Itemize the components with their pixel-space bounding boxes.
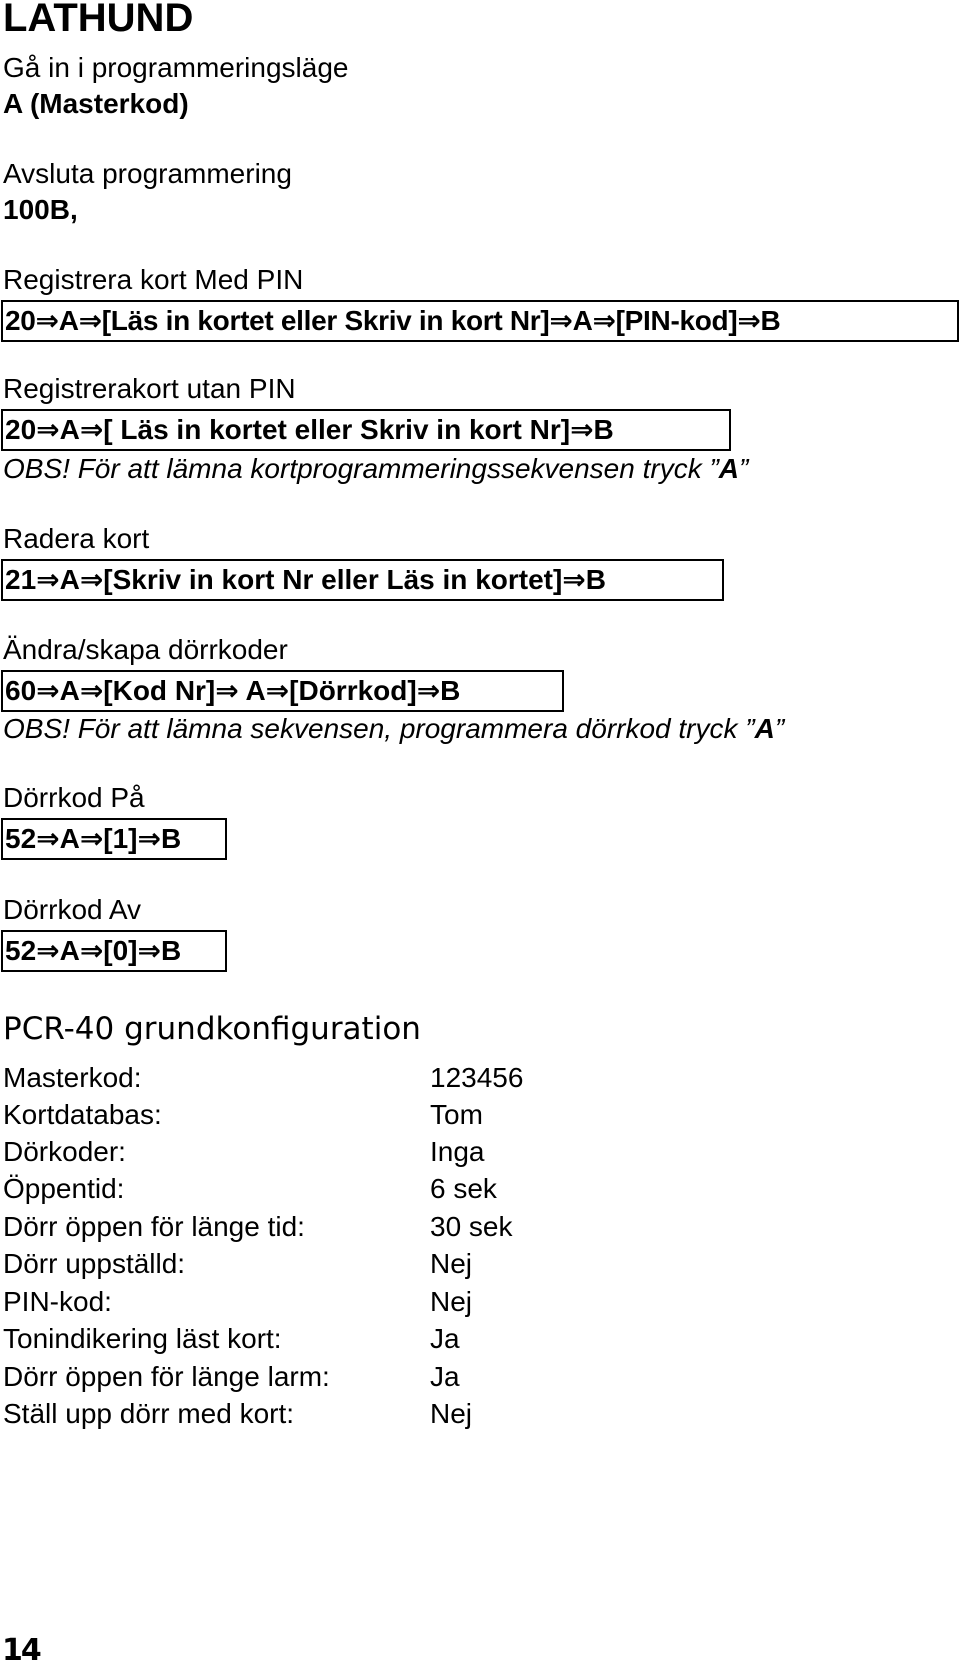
config-row-label: Masterkod: (3, 1062, 142, 1093)
exit-programming-label: Avsluta programmering (3, 158, 292, 189)
config-row-value: Nej (430, 1398, 473, 1429)
register-without-pin-note (3, 452, 748, 486)
config-row-label: Dörkoder: (3, 1136, 126, 1167)
exit-programming-code: 100B, (3, 194, 78, 225)
config-row-label: PIN-kod: (3, 1286, 112, 1317)
enter-programming-code: A (Masterkod) (3, 88, 189, 119)
config-row-value: Ja (430, 1323, 460, 1354)
page-number: 14 (2, 1633, 40, 1668)
config-row-label: Dörr uppställd: (3, 1248, 186, 1279)
config-row-value: 6 sek (430, 1173, 497, 1204)
page-title: LATHUND (3, 0, 194, 40)
config-row-label: Öppentid: (3, 1173, 125, 1204)
door-codes-note (3, 712, 784, 746)
config-row-label: Dörr öppen för länge tid: (3, 1211, 305, 1242)
delete-card-label: Radera kort (3, 523, 150, 554)
config-row-value: Ja (430, 1361, 460, 1392)
door-code-on-code-box: 52⇒A⇒[1]⇒B (1, 818, 227, 860)
config-row-value: Inga (430, 1136, 485, 1167)
config-row-value: Tom (430, 1099, 483, 1130)
note-end: ” (774, 713, 785, 744)
note-end: ” (739, 453, 749, 484)
config-row-label: Ställ upp dörr med kort: (3, 1398, 295, 1429)
config-heading: PCR-40 grundkonfiguration (3, 1011, 421, 1047)
register-with-pin-code-box: 20⇒A⇒[Läs in kortet eller Skriv in kort Nr]⇒A⇒[PIN-kod]⇒B (1, 300, 959, 342)
door-code-off-label: Dörrkod Av (3, 894, 141, 925)
config-row-value: Nej (430, 1248, 473, 1279)
note-key: A (754, 713, 775, 744)
config-row-value: Nej (430, 1286, 473, 1317)
door-code-on-label: Dörrkod På (3, 782, 145, 813)
note-text: OBS! För att lämna sekvensen, programmera dörrkod tryck ” (3, 713, 755, 744)
config-row-value: 30 sek (430, 1211, 513, 1242)
config-row-label: Kortdatabas: (3, 1099, 162, 1130)
register-without-pin-label: Registrerakort utan PIN (3, 373, 296, 404)
register-without-pin-code-box: 20⇒A⇒[ Läs in kortet eller Skriv in kort Nr]⇒B (1, 409, 731, 451)
enter-programming-label: Gå in i programmeringsläge (3, 52, 349, 83)
door-codes-label: Ändra/skapa dörrkoder (3, 634, 288, 665)
config-row-label: Dörr öppen för länge larm: (3, 1361, 330, 1392)
config-row-label: Tonindikering läst kort: (3, 1323, 282, 1354)
note-text: OBS! För att lämna kortprogrammeringssekvensen tryck ” (3, 453, 719, 484)
register-with-pin-label: Registrera kort Med PIN (3, 264, 304, 295)
config-row-value: 123456 (430, 1062, 524, 1093)
delete-card-code-box: 21⇒A⇒[Skriv in kort Nr eller Läs in kortet]⇒B (1, 559, 724, 601)
door-code-off-code-box: 52⇒A⇒[0]⇒B (1, 930, 227, 972)
door-codes-code-box: 60⇒A⇒[Kod Nr]⇒ A⇒[Dörrkod]⇒B (1, 670, 564, 712)
note-key: A (718, 453, 740, 484)
